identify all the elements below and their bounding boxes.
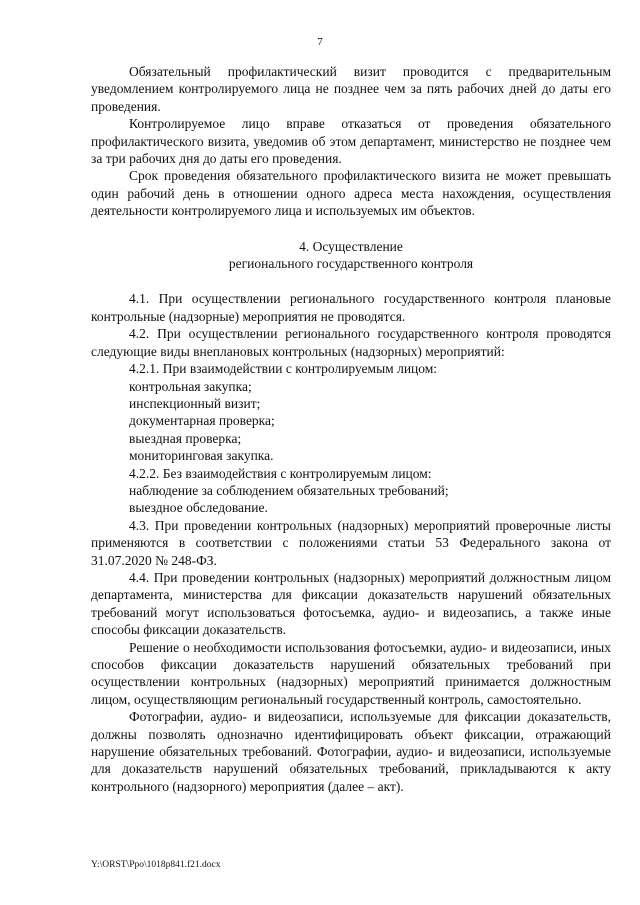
paragraph-visit-duration: Срок проведения обязательного профилактического визита не может превышать один рабочий день в отношении одного адреса места нахождения, осуществления деятельности контролируемого лица и используемых им объектов. [91,168,611,219]
clause-4-3: 4.3. При проведении контрольных (надзорных) мероприятий проверочные листы применяются в соответствии с положениями статьи 53 Федерального закона от 31.07.2020 № 248-ФЗ. [91,517,611,568]
section-heading [91,238,611,273]
list-item: выездная проверка; [129,430,242,446]
list-item: наблюдение за соблюдением обязательных требований; [129,482,449,498]
paragraph-visit-notice: Обязательный профилактический визит проводится с предварительным уведомлением контролируемого лица не позднее чем за пять рабочих дней до даты его проведения. [91,64,611,114]
section-title-text: регионального государственного контроля [228,256,474,272]
clause-4-4: 4.4. При проведении контрольных (надзорных) мероприятий должностным лицом департамента, министерства для фиксации доказательств нарушений обязательных требований могут использоваться фотосъемка, аудио- и видеозапись, а также иные способы фиксации доказательств. [91,569,611,638]
paragraph-visit-refusal: Контролируемое лицо вправе отказаться от проведения обязательного профилактического визита, уведомив об этом департамент, министерство не позднее чем за три рабочих дня до даты его проведения. [91,116,611,167]
list-item: инспекционный визит; [129,395,261,411]
clause-4-2-2: 4.2.2. Без взаимодействия с контролируемым лицом: [129,465,432,481]
list-item: документарная проверка; [129,413,275,429]
clause-4-1: 4.1. При осуществлении регионального государственного контроля плановые контрольные (надзорные) мероприятия не проводятся. [91,291,611,324]
footer-file-path: Y:\ORST\Ppo\1018p841.f21.docx [91,860,221,870]
list-item: контрольная закупка; [129,378,252,394]
paragraph-photos: Фотографии, аудио- и видеозаписи, используемые для фиксации доказательств, должны позволять однозначно идентифицировать объект фиксации, отражающий нарушение обязательных требований. Фотографии, аудио- и видеозаписи, используемые для доказательств нарушений обязательных требований, прикладываются к акту контрольного (надзорного) мероприятия (далее – акт). [91,709,611,794]
clause-4-2: 4.2. При осуществлении регионального государственного контроля проводятся следующие виды внеплановых контрольных (надзорных) мероприятий: [91,326,611,359]
list-item: выездное обследование. [129,500,268,516]
paragraph-decision: Решение о необходимости использования фотосъемки, аудио- и видеозаписи, иных способов фиксации доказательств нарушений обязательных требований при осуществлении контрольных (надзорных) мероприятий принимается должностным лицом, осуществляющим региональный государственный контроль, самостоятельно. [91,639,611,707]
clause-4-2-1: 4.2.1. При взаимодействии с контролируемым лицом: [129,361,438,377]
list-item: мониторинговая закупка. [129,448,274,464]
section-title-number: 4. Осуществление [299,238,403,254]
page-number: 7 [317,36,323,48]
document-body [91,63,611,795]
